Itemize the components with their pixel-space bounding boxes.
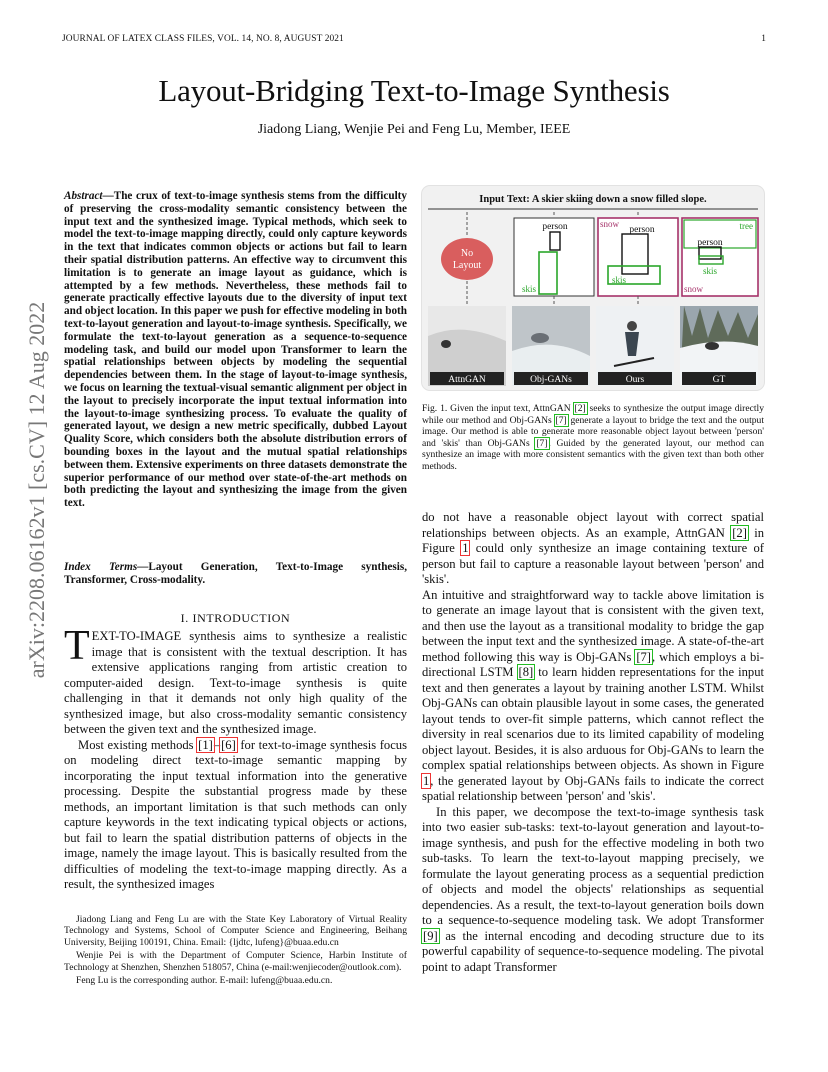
method-label-gt: GT (712, 375, 726, 385)
ours-layout (598, 218, 678, 296)
image-attngan (428, 306, 506, 386)
intro-paragraph-3: An intuitive and straightforward way to tackle above limitation is to generate an image layout that is consistent with the given text, and then use the layout as a transitional modality to bridge the gap between the input text and the synthesized image. A state-of-the-art method following this way is Obj-GANs [7], which employs a bi-directional LSTM [8] to learn hidden representations for the input text and then generates a layout by training another LSTM. Whilst Obj-GANs can obtain plausible layout in some cases, the generated layout tends to over-fit simple patterns, which cannot reflect the diversity in real scenarios due to its limited capability of modeling object layout. Besides, it is also arduous for Obj-GANs to learn the complex spatial relationships between objects. As shown in Figure 1, the generated layout by Obj-GANs fails to indicate the correct spatial relationship between 'person' and 'skis'. (422, 587, 765, 803)
label-person: person (697, 238, 723, 248)
intro-left-column (64, 623, 407, 893)
label-skis: skis (522, 284, 537, 294)
method-label-attngan: AttnGAN (448, 375, 486, 385)
index-terms-label: Index Terms (64, 561, 138, 573)
no-layout-line-2: Layout (452, 260, 482, 271)
paper-title: Layout-Bridging Text-to-Image Synthesis (158, 73, 670, 108)
no-layout-node (441, 238, 493, 280)
method-label-ours: Ours (625, 375, 645, 385)
image-obj-gans (512, 306, 590, 386)
figure-link[interactable]: 1 (423, 773, 430, 788)
label-tree: tree (739, 221, 753, 231)
citation-link[interactable]: [8] (518, 665, 534, 679)
image-gt (680, 306, 758, 386)
figure-link[interactable]: 1 (462, 541, 469, 555)
citation-link[interactable]: [2] (732, 525, 747, 540)
abstract-label: Abstract (64, 190, 103, 202)
citation-link[interactable]: [7] (536, 437, 548, 449)
citation-link[interactable]: [7] (555, 414, 567, 426)
index-terms-text: —Layout Generation, Text-to-Image synthesis, Transformer, Cross-modality. (64, 561, 407, 586)
abstract (64, 190, 407, 510)
footnote-corresponding: Feng Lu is the corresponding author. E-mail: lufeng@buaa.edu.cn. (76, 975, 333, 987)
figure-input-text: Input Text: A skier skiing down a snow filled slope. (479, 194, 707, 205)
running-header (62, 34, 766, 44)
no-layout-line-1: No (460, 248, 474, 259)
author-line: Jiadong Liang, Wenjie Pei and Feng Lu, Member, IEEE (257, 122, 571, 137)
arxiv-stamp (22, 280, 52, 700)
index-terms (64, 561, 407, 587)
figure-1 (422, 186, 764, 390)
citation-link[interactable]: [7] (636, 649, 651, 664)
citation-link[interactable]: [6] (221, 737, 236, 752)
intro-paragraph-continued: do not have a reasonable object layout with correct spatial relationships between objects. As an example, AttnGAN [2] in Figure 1 could only synthesize an image containing texture of person but fail to capture a reasonable layout between 'person' and 'skis'. (422, 510, 764, 586)
label-snow: snow (600, 219, 620, 229)
figure-1-graphic (422, 186, 764, 390)
intro-paragraph-2: Most existing methods [1]–[6] for text-to-image synthesis focus on modeling direct text-to-image semantic mapping by incorporating the input textual information into the generative processing. Despite the substantial progress made by these methods, an important limitation is that such methods can only capture keywords in the text indicating typical objects or actions, but fail to learn the spatial distribution patterns of objects in the image, namely the image layout. This is basically resulted from the difficulties of modeling the text-to-image mapping directly. As a result, the synthesized images (64, 737, 407, 891)
label-person: person (542, 222, 568, 232)
section-heading: I. INTRODUCTION (180, 611, 291, 625)
label-skis: skis (703, 266, 718, 276)
intro-paragraph-4: In this paper, we decompose the text-to-image synthesis task into two easier sub-tasks: text-to-layout generation and layout-to-image synthesis, and push for the effective modeling in both two sub-tasks. To learn the text-to-layout mapping precisely, we formulate the layout generating process as a sequential prediction of objects and model the objects' relationships as sequential dependencies. As a result, the text-to-layout generation boils down to a sequence-to-sequence modeling task. We adopt Transformer [9] as the internal encoding and decoding structure due to its powerful capability of sequence-to-sequence modeling. The pivotal point to adapt Transformer (422, 804, 764, 974)
intro-right-column (422, 510, 764, 975)
image-ours (596, 306, 674, 386)
footnote-affiliation-1: Jiadong Liang and Feng Lu are with the State Key Laboratory of Virtual Reality Technology and Systems, School of Computer Science and Engineering, Beihang University, Beijing 100191, China. Email: {ljdtc, lufeng}@buaa.edu.cn (64, 914, 407, 948)
footnote-affiliation-2: Wenjie Pei is with the Department of Computer Science, Harbin Institute of Technology at Shenzhen, Shenzhen 518057, China (e-mail:wenjiecoder@outlook.com). (64, 950, 407, 973)
gt-layout (682, 218, 758, 296)
label-skis: skis (612, 275, 627, 285)
intro-paragraph-1: TEXT-TO-IMAGE synthesis aims to synthesize a realistic image that is consistent with the textual description. It has extensive applications ranging from artistic creation to computer-aided design. Text-to-image synthesis is quite challenging in that it demands not only high quality of the synthesized image, but also cross-modality semantic consistency between the given text and the synthesized image. (64, 623, 407, 736)
journal-header: JOURNAL OF LATEX CLASS FILES, VOL. 14, NO. 8, AUGUST 2021 (62, 34, 344, 44)
footnotes (64, 914, 407, 988)
citation-link[interactable]: [9] (423, 928, 438, 943)
abstract-text: —The crux of text-to-image synthesis stems from the difficulty of preserving the cross-modality semantic consistency between the input text and the synthesized image. Typical methods, which seek to model the text-to-image mapping directly, could only capture keywords in the text that indicates common objects or actions but fail to learn their spatial distribution patterns. An effective way to circumvent this limitation is to generate an image layout as guidance, which is attempted by a few methods. Nevertheless, these methods fail to generate practically effective layouts due to the diversity of input text and object location. In this paper we push for effective modeling in both text-to-layout generation and layout-to-image synthesis. Specifically, we formulate the text-to-layout generation as a sequence-to-sequence modeling task, and build our model upon Transformer to learn the spatial relationships between objects by modeling the sequential dependencies between them. In the stage of layout-to-image synthesis, we focus on learning the textual-visual semantic alignment per object in the layout to precisely incorporate the input textual information into the layout-to-image synthesizing process. To evaluate the quality of generated layout, we design a new metric specifically, dubbed Layout Quality Score, which considers both the absolute distribution errors of bounding boxes in the layout and the mutual spatial relationships between them. Extensive experiments on three datasets demonstrate the superior performance of our method over state-of-the-art methods on both predicting the layout and synthesizing the image from the given text. (64, 190, 407, 510)
page-number: 1 (761, 34, 766, 44)
citation-link[interactable]: [1] (198, 737, 213, 752)
method-label-obj-gans: Obj-GANs (530, 375, 572, 385)
arxiv-stamp-text: arXiv:2208.06162v1 [cs.CV] 12 Aug 2022 (24, 301, 50, 679)
obj-gans-layout (514, 218, 594, 296)
citation-link[interactable]: [2] (574, 403, 586, 414)
figure-1-caption: Fig. 1. Given the input text, AttnGAN [2] seeks to synthesize the output image directly while our method and Obj-GANs [7] generate a layout to bridge the text and the output image. Our method is able to generate more reasonable object layout between 'person' and 'skis' than Obj-GANs [7]. Guided by the generated layout, our method can synthesize an image with more consistent semantics with the given text than both other methods. (422, 403, 764, 472)
label-snow: snow (684, 284, 704, 294)
label-person: person (629, 225, 655, 235)
drop-cap: T (64, 623, 90, 669)
